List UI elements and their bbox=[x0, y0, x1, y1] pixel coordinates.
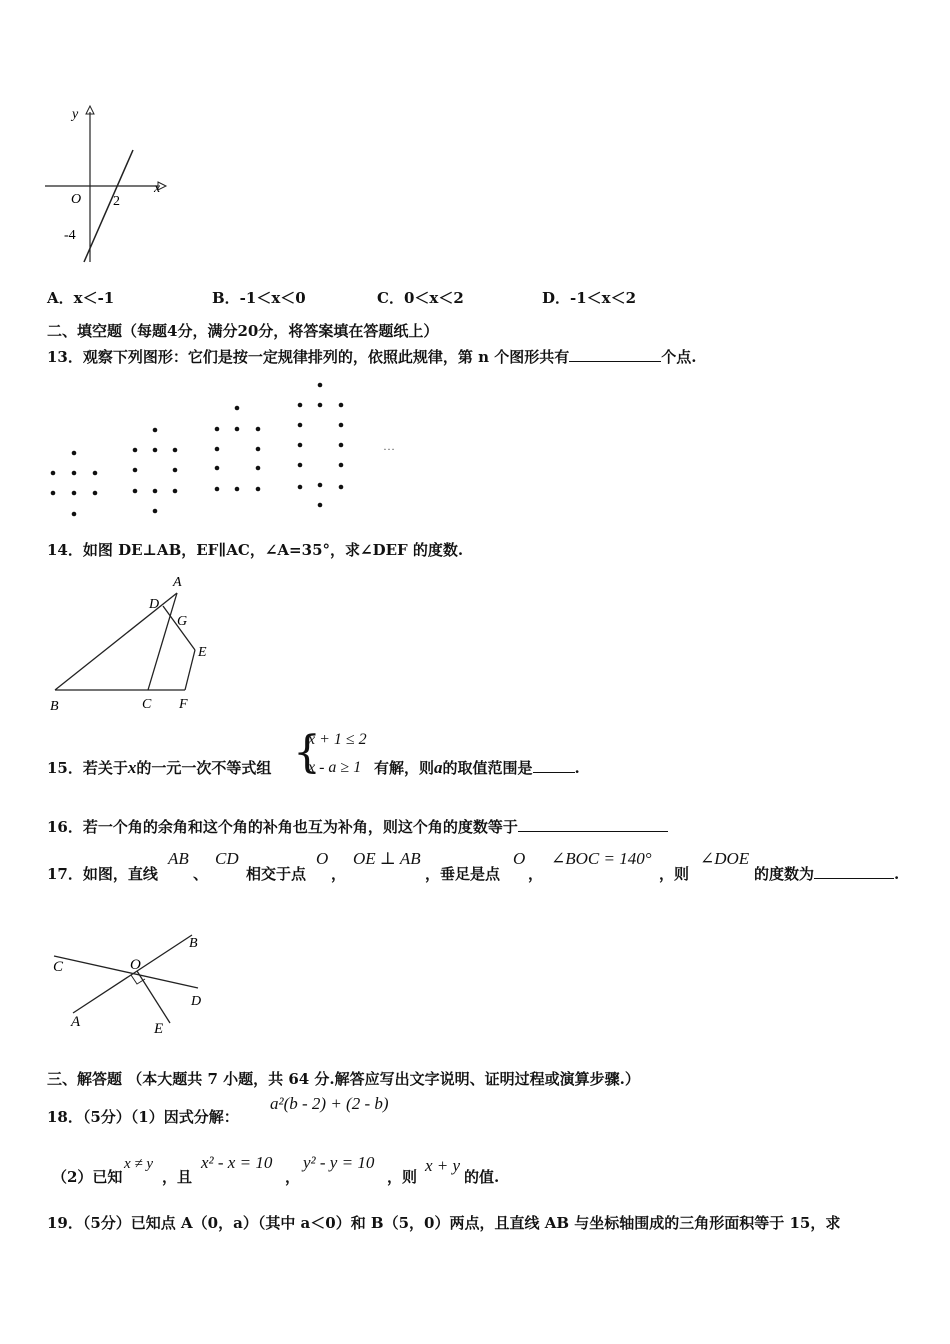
section-title-fill-in: 二、填空题（每题4分，满分20分，将答案填在答题纸上） bbox=[47, 322, 439, 340]
q15-text-3: 有解，则 bbox=[374, 759, 435, 777]
line-cd bbox=[54, 956, 198, 988]
question-15-post bbox=[374, 757, 580, 778]
label-c: C bbox=[142, 697, 152, 712]
q18-sum: x + y bbox=[425, 1156, 461, 1175]
label-d: D bbox=[149, 597, 160, 612]
q18-equation-1: x² - x = 10 bbox=[201, 1153, 273, 1172]
question-13 bbox=[47, 346, 696, 367]
q18-text-2: ，则 bbox=[387, 1168, 418, 1186]
question-15-pre bbox=[47, 757, 271, 778]
q17-text-5 bbox=[754, 863, 899, 884]
question-19: 19．（5分）已知点 A（0，a）（其中 a＜0）和 B（5，0）两点，且直线 AB 与坐标轴围成的三角形面积等于 15，求 bbox=[47, 1214, 841, 1232]
triangle-figure-q14 bbox=[40, 570, 230, 720]
answer-blank[interactable] bbox=[569, 347, 661, 362]
q17-end: . bbox=[894, 865, 900, 883]
option-c[interactable]: C．0＜x＜2 bbox=[377, 289, 464, 307]
x-axis-label: x bbox=[154, 181, 161, 196]
q17-comma-1: ， bbox=[331, 865, 347, 883]
origin-label: O bbox=[71, 192, 82, 207]
q17-perpendicular: OE ⊥ AB bbox=[353, 849, 421, 868]
question-13-text: 13．观察下列图形：它们是按一定规律排列的，依照此规律，第 n 个图形共有 bbox=[47, 348, 570, 366]
label-o: O bbox=[130, 957, 141, 973]
q17-text-5-label: 的度数为 bbox=[754, 865, 815, 883]
answer-blank[interactable] bbox=[814, 864, 894, 879]
q15-var-x: x bbox=[127, 758, 137, 777]
question-13-end: 个点. bbox=[661, 348, 697, 366]
dot-pattern-figure bbox=[40, 375, 420, 525]
label-d: D bbox=[191, 994, 202, 1009]
q17-text-1: 17．如图，直线 bbox=[47, 865, 158, 883]
answer-blank[interactable] bbox=[518, 817, 668, 832]
q18-text-1: ，且 bbox=[162, 1168, 193, 1186]
x-intercept-label: 2 bbox=[113, 194, 120, 209]
q17-angle-boc: ∠BOC = 140° bbox=[551, 849, 652, 868]
option-d[interactable]: D．-1＜x＜2 bbox=[542, 289, 637, 307]
label-g: G bbox=[177, 614, 188, 629]
q17-text-4: ，则 bbox=[659, 865, 690, 883]
dot-figure-1 bbox=[51, 451, 98, 517]
q17-point-o: O bbox=[316, 849, 329, 868]
q15-text-4: 的取值范围是 bbox=[442, 759, 533, 777]
q17-text-3: ，垂足是点 bbox=[425, 865, 501, 883]
q15-end: . bbox=[574, 759, 580, 777]
q16-text: 16．若一个角的余角和这个角的补角也互为补角，则这个角的度数等于 bbox=[47, 818, 518, 836]
label-e: E bbox=[198, 645, 207, 660]
q18-comma: ， bbox=[285, 1168, 301, 1186]
q17-line-cd: CD bbox=[215, 849, 239, 868]
dot-figure-3 bbox=[215, 406, 261, 492]
q17-point-o-2: O bbox=[513, 849, 526, 868]
q18-factor-expression: a²(b - 2) + (2 - b) bbox=[270, 1094, 389, 1113]
y-intercept-label: -4 bbox=[64, 228, 76, 243]
q17-comma-2: ， bbox=[528, 865, 544, 883]
question-18-part-1: 18．（5分）（1）因式分解： bbox=[47, 1108, 239, 1126]
option-b[interactable]: B．-1＜x＜0 bbox=[212, 289, 306, 307]
question-14: 14．如图 DE⊥AB，EF∥AC，∠A=35°，求∠DEF 的度数. bbox=[47, 541, 464, 559]
q17-angle-doe: ∠DOE bbox=[700, 849, 750, 868]
y-axis-label: y bbox=[72, 107, 79, 122]
option-a[interactable]: A．x＜-1 bbox=[47, 289, 115, 307]
label-e: E bbox=[154, 1021, 164, 1037]
inequality-1: x + 1 ≤ 2 bbox=[308, 731, 367, 748]
dot-figure-2 bbox=[133, 428, 178, 514]
dot-figure-4 bbox=[298, 383, 344, 508]
label-f: F bbox=[179, 697, 188, 712]
q17-line-ab: AB bbox=[168, 849, 189, 868]
q17-text-2: 相交于点 bbox=[246, 865, 307, 883]
q18-condition: x ≠ y bbox=[124, 1156, 154, 1172]
section-title-solutions: 三、解答题 （本大题共 7 小题，共 64 分.解答应写出文字说明、证明过程或演算步骤.） bbox=[47, 1070, 640, 1088]
q15-text-2: 的一元一次不等式组 bbox=[136, 759, 272, 777]
question-16 bbox=[47, 816, 668, 837]
function-line bbox=[84, 150, 133, 262]
q18-text-3: 的值. bbox=[464, 1168, 500, 1186]
label-a: A bbox=[173, 575, 182, 590]
ray-oe bbox=[137, 971, 170, 1023]
q15-var-a: a bbox=[434, 758, 443, 777]
label-c: C bbox=[53, 959, 64, 975]
answer-blank[interactable] bbox=[533, 758, 575, 773]
ellipsis: … bbox=[383, 439, 395, 453]
label-b: B bbox=[189, 936, 198, 951]
segment-ef bbox=[185, 650, 195, 690]
q17-sep: 、 bbox=[193, 865, 209, 883]
q18-equation-2: y² - y = 10 bbox=[303, 1153, 375, 1172]
label-b: B bbox=[50, 699, 59, 714]
linear-function-graph bbox=[40, 100, 170, 270]
question-18-part-2: （2）已知 bbox=[52, 1168, 123, 1186]
inequality-system-brace: { bbox=[293, 727, 321, 778]
inequality-2: x - a ≥ 1 bbox=[308, 759, 362, 776]
label-a: A bbox=[71, 1014, 81, 1030]
q15-text-1: 15．若关于 bbox=[47, 759, 128, 777]
intersecting-lines-figure-q17 bbox=[40, 925, 220, 1040]
